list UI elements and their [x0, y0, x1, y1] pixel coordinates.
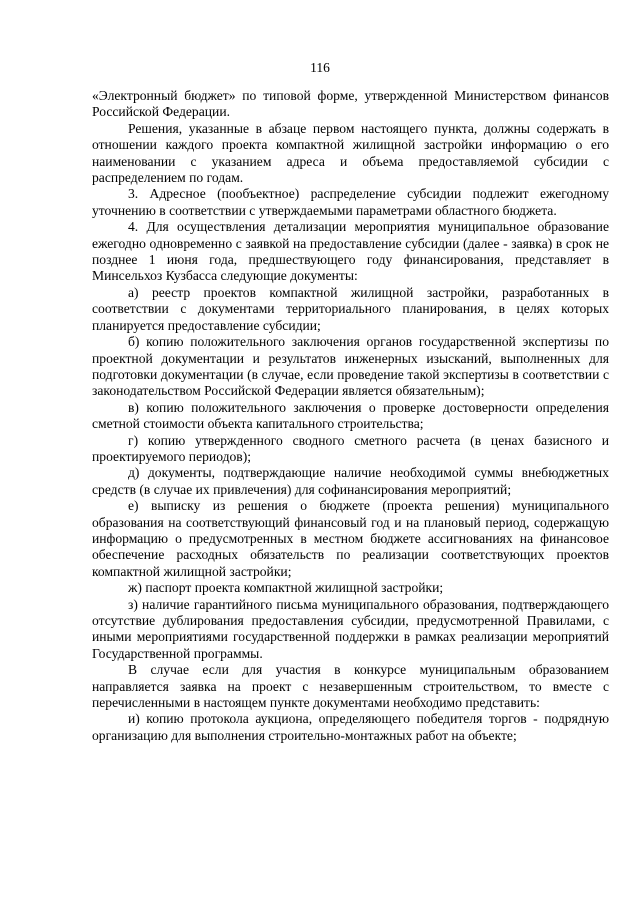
paragraph: «Электронный бюджет» по типовой форме, утвержденной Министерством финансов Российской Федерации.	[92, 88, 609, 120]
document-body	[92, 88, 609, 744]
paragraph: Решения, указанные в абзаце первом настоящего пункта, должны содержать в отношении каждого проекта компактной жилищной застройки информацию о его наименовании с указанием адреса и объема предоставляемой субсидии с распределением по годам.	[92, 120, 609, 186]
list-item: в) копию положительного заключения о проверке достоверности определения сметной стоимости объекта капитального строительства;	[92, 399, 609, 432]
list-item: е) выписку из решения о бюджете (проекта решения) муниципального образования на соответствующий финансовый год и на плановый период, содержащую информацию о предусмотренных в местном бюджете ассигнованиях на финансовое обеспечение расходных обязательств по реализации соответствующих проектов компактной жилищной застройки;	[92, 498, 609, 579]
paragraph: В случае если для участия в конкурсе муниципальным образованием направляется заявка на проект с незавершенным строительством, то вместе с перечисленными в настоящем пункте документами необходимо представить:	[92, 662, 609, 711]
page-number: 116	[310, 60, 330, 75]
list-item: з) наличие гарантийного письма муниципального образования, подтверждающего отсутствие дублирования предоставления субсидии, предусмотренной Правилами, с иными мероприятиями государственной поддержки в рамках реализации мероприятий Государственной программы.	[92, 596, 609, 661]
list-item: а) реестр проектов компактной жилищной застройки, разработанных в соответствии с документами территориального планирования, в целях которых планируется предоставление субсидии;	[92, 284, 609, 333]
list-item: д) документы, подтверждающие наличие необходимой суммы внебюджетных средств (в случае их привлечения) для софинансирования мероприятий;	[92, 465, 609, 497]
list-item: г) копию утвержденного сводного сметного расчета (в ценах базисного и проектируемого периодов);	[92, 432, 609, 464]
list-item: б) копию положительного заключения органов государственной экспертизы по проектной документации и результатов инженерных изысканий, выполненных для подготовки документации (в случае, если проведение такой экспертизы в соответствии с законодательством Российской Федерации является обязательным);	[92, 334, 609, 399]
paragraph: 4. Для осуществления детализации мероприятия муниципальное образование ежегодно одновременно с заявкой на предоставление субсидии (далее - заявка) в срок не позднее 1 июня года, предшествующего году финансирования, представляет в Минсельхоз Кузбасса следующие документы:	[92, 219, 609, 284]
list-item: ж) паспорт проекта компактной жилищной застройки;	[128, 580, 444, 596]
paragraph: 3. Адресное (пообъектное) распределение субсидии подлежит ежегодному уточнению в соответствии с утверждаемыми параметрами областного бюджета.	[92, 186, 609, 218]
list-item: и) копию протокола аукциона, определяющего победителя торгов - подрядную организацию для выполнения строительно-монтажных работ на объекте;	[92, 711, 609, 743]
